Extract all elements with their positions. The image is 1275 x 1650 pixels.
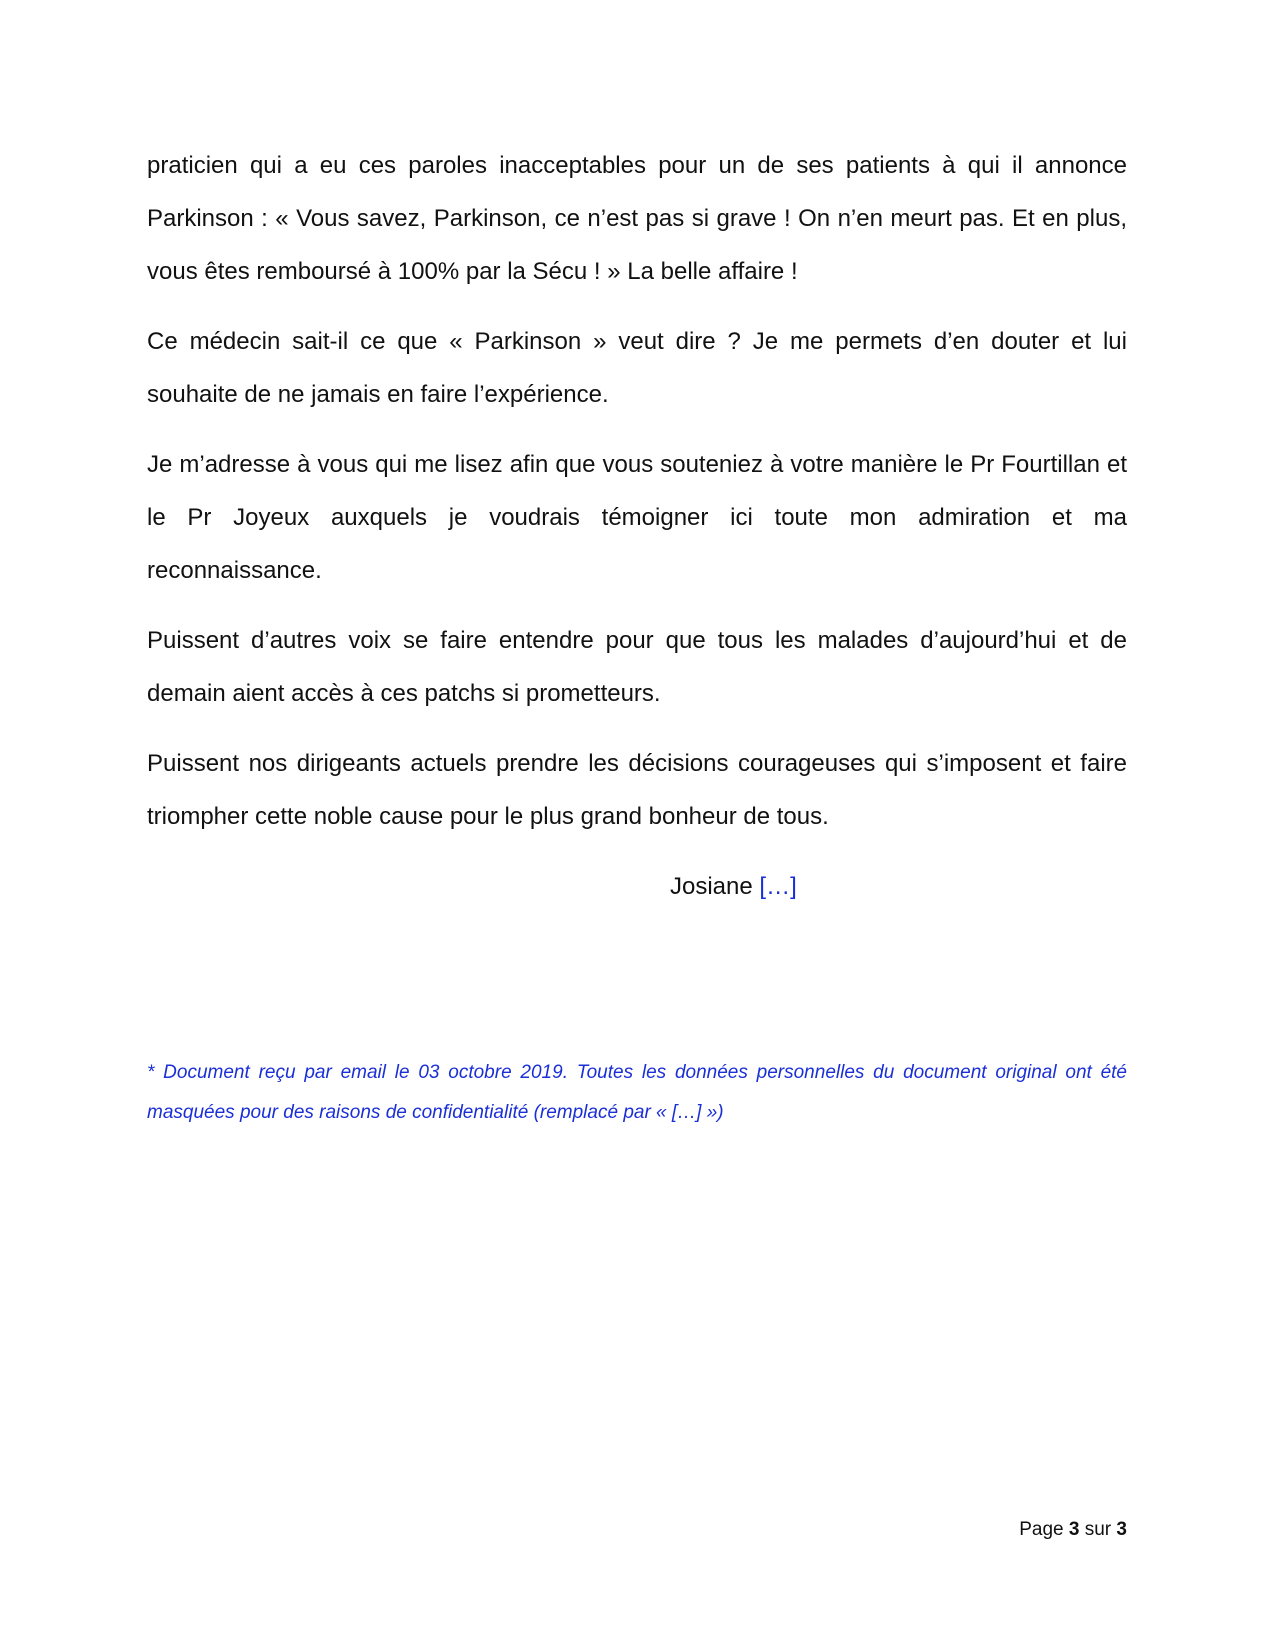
signature-redacted: […] <box>759 873 797 900</box>
page-number <box>1019 1518 1127 1542</box>
paragraph-2: Ce médecin sait-il ce que « Parkinson » veut dire ? Je me permets d’en douter et lui souhaite de ne jamais en faire l’expérience. <box>147 328 1127 408</box>
footnote: * Document reçu par email le 03 octobre 2019. Toutes les données personnelles du document original ont été masquées pour des raisons de confidentialité (remplacé par « […] ») <box>147 1062 1127 1123</box>
page-number-prefix: Page <box>1019 1519 1064 1540</box>
paragraph-1: praticien qui a eu ces paroles inacceptables pour un de ses patients à qui il annonce Parkinson : « Vous savez, Parkinson, ce n’est pas si grave ! On n’en meurt pas. Et en plus, vous êtes remboursé à 100% par la Sécu ! » La belle affaire ! <box>147 152 1127 285</box>
letter-body <box>147 139 1127 913</box>
page-number-current: 3 <box>1068 1519 1080 1540</box>
signature <box>147 860 1127 913</box>
signature-name: Josiane <box>670 873 753 900</box>
page-number-total: 3 <box>1116 1519 1127 1540</box>
paragraph-4: Puissent d’autres voix se faire entendre pour que tous les malades d’aujourd’hui et de demain aient accès à ces patchs si prometteurs. <box>147 627 1127 707</box>
paragraph-5: Puissent nos dirigeants actuels prendre les décisions courageuses qui s’imposent et faire triompher cette noble cause pour le plus grand bonheur de tous. <box>147 750 1127 830</box>
paragraph-3: Je m’adresse à vous qui me lisez afin que vous souteniez à votre manière le Pr Fourtillan et le Pr Joyeux auxquels je voudrais témoigner ici toute mon admiration et ma reconnaissance. <box>147 451 1127 584</box>
page-number-separator: sur <box>1084 1519 1112 1540</box>
